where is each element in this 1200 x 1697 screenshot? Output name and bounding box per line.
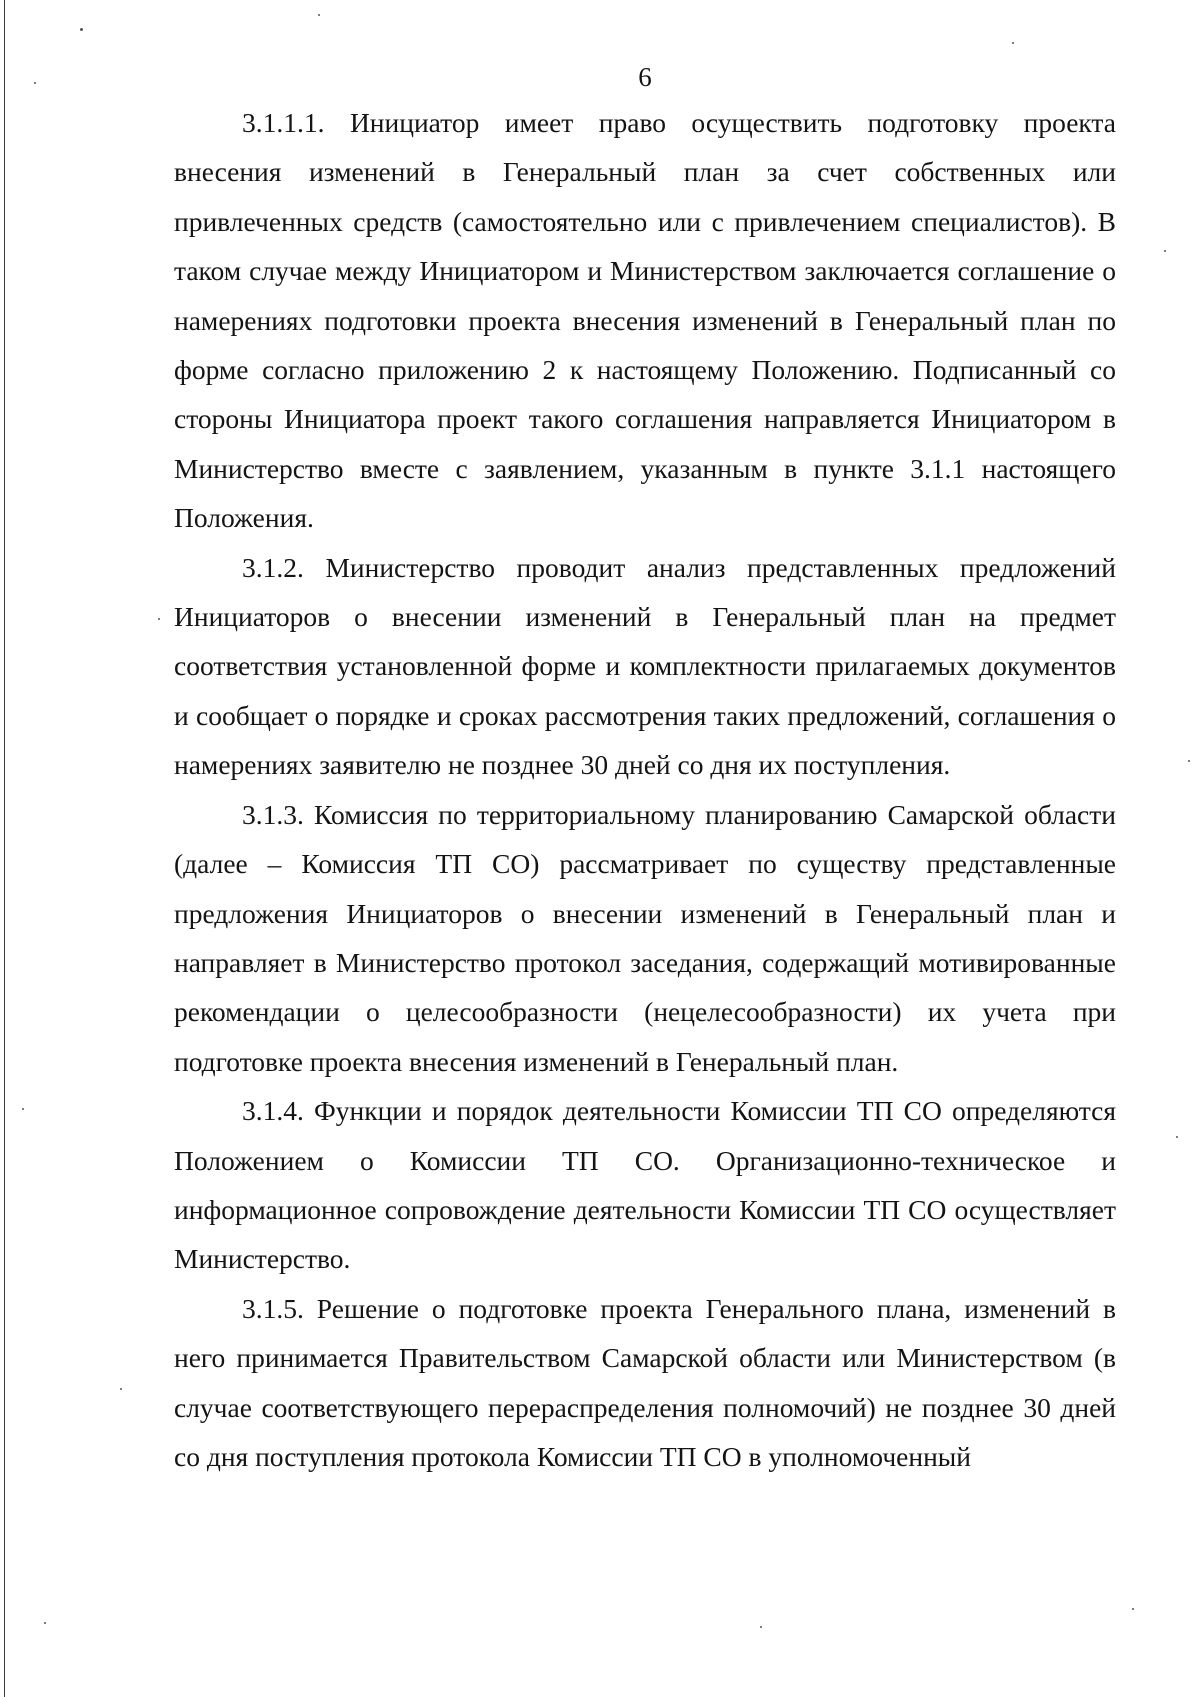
scan-speck: [318, 14, 320, 16]
scan-speck: [1188, 760, 1190, 762]
scan-speck: [1176, 1136, 1178, 1138]
paragraph-3-1-5: 3.1.5. Решение о подготовке проекта Генерального плана, изменений в него принимается Правительством Самарской области или Министерством (в случае соответствующего перераспределения полномочий) не позднее 30 дней со дня поступления протокола Комиссии ТП СО в уполномоченный: [174, 1292, 1116, 1472]
scan-speck: [80, 28, 83, 31]
scan-speck: [1012, 42, 1014, 44]
paragraph-3-1-4: 3.1.4. Функции и порядок деятельности Комиссии ТП СО определяются Положением о Комиссии ТП СО. Организационно-техническое и информационное сопровождение деятельности Комиссии ТП СО осуществляет Министерство.: [174, 1095, 1116, 1275]
scan-speck: [760, 1626, 762, 1628]
scan-speck: [34, 82, 36, 84]
paragraph-3-1-1-1: 3.1.1.1. Инициатор имеет право осуществить подготовку проекта внесения изменений в Генеральный план за счет собственных или привлеченных средств (самостоятельно или с привлечением специалистов). В таком случае между Инициатором и Министерством заключается соглашение о намерениях подготовки проекта внесения изменений в Генеральный план по форме согласно приложению 2 к настоящему Положению. Подписанный со стороны Инициатора проект такого соглашения направляется Инициатором в Министерство вместе с заявлением, указанным в пункте 3.1.1 настоящего Положения.: [174, 107, 1116, 534]
scan-speck: [1132, 1608, 1134, 1610]
page-edge-line: [4, 0, 5, 1697]
scan-speck: [22, 1108, 24, 1110]
page-number: 6: [638, 62, 652, 92]
scan-speck: [158, 618, 160, 620]
document-body: [174, 98, 1116, 1481]
scan-speck: [44, 1622, 46, 1624]
paragraph-3-1-3: 3.1.3. Комиссия по территориальному планированию Самарской области (далее – Комиссия ТП СО) рассматривает по существу представленные предложения Инициаторов о внесении изменений в Генеральный план и направляет в Министерство протокол заседания, содержащий мотивированные рекомендации о целесообразности (нецелесообразности) их учета при подготовке проекта внесения изменений в Генеральный план.: [174, 798, 1116, 1077]
scan-speck: [1164, 250, 1166, 252]
paragraph-3-1-2: 3.1.2. Министерство проводит анализ представленных предложений Инициаторов о внесении изменений в Генеральный план на предмет соответствия установленной форме и комплектности прилагаемых документов и сообщает о порядке и сроках рассмотрения таких предложений, соглашения о намерениях заявителю не позднее 30 дней со дня их поступления.: [174, 551, 1116, 781]
scan-speck: [120, 1388, 122, 1390]
